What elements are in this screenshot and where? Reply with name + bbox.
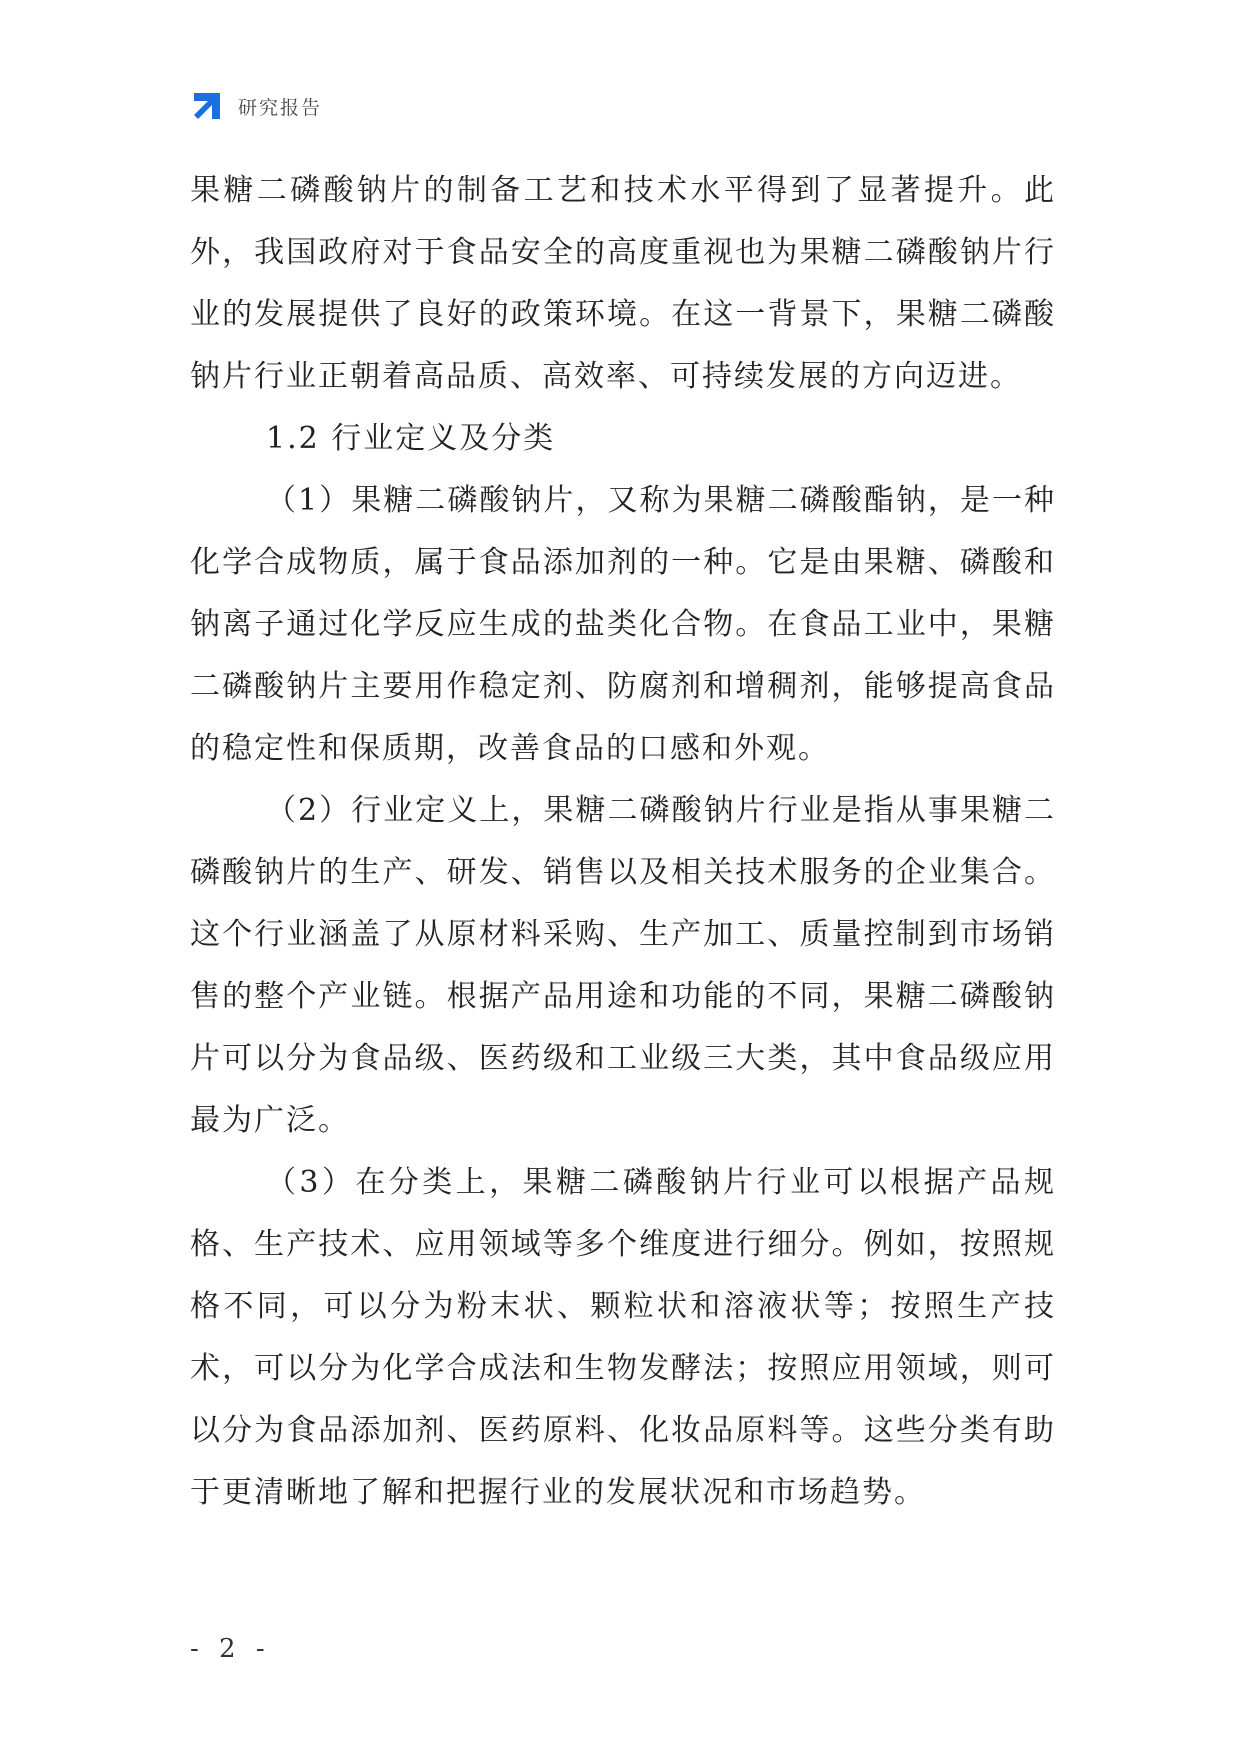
document-body xyxy=(190,160,1056,1524)
section-heading: 1.2 行业定义及分类 xyxy=(266,421,556,456)
paragraph-definition-2: （2）行业定义上，果糖二磷酸钠片行业是指从事果糖二磷酸钠片的生产、研发、销售以及相关技术服务的企业集合。这个行业涵盖了从原材料采购、生产加工、质量控制到市场销售的整个产业链。根据产品用途和功能的不同，果糖二磷酸钠片可以分为食品级、医药级和工业级三大类，其中食品级应用最为广泛。 xyxy=(190,793,1056,1138)
paragraph-classification-3: （3）在分类上，果糖二磷酸钠片行业可以根据产品规格、生产技术、应用领域等多个维度进行细分。例如，按照规格不同，可以分为粉末状、颗粒状和溶液状等；按照生产技术，可以分为化学合成法和生物发酵法；按照应用领域，则可以分为食品添加剂、医药原料、化妆品原料等。这些分类有助于更清晰地了解和把握行业的发展状况和市场趋势。 xyxy=(190,1165,1056,1510)
header-title: 研究报告 xyxy=(238,96,323,119)
page-number: - 2 - xyxy=(190,1634,271,1664)
arrow-up-right-logo-icon xyxy=(190,89,224,123)
report-header xyxy=(190,88,322,124)
paragraph-definition-1: （1）果糖二磷酸钠片，又称为果糖二磷酸酯钠，是一种化学合成物质，属于食品添加剂的一种。它是由果糖、磷酸和钠离子通过化学反应生成的盐类化合物。在食品工业中，果糖二磷酸钠片主要用作稳定剂、防腐剂和增稠剂，能够提高食品的稳定性和保质期，改善食品的口感和外观。 xyxy=(190,483,1056,766)
paragraph-intro-continued: 果糖二磷酸钠片的制备工艺和技术水平得到了显著提升。此外，我国政府对于食品安全的高度重视也为果糖二磷酸钠片行业的发展提供了良好的政策环境。在这一背景下，果糖二磷酸钠片行业正朝着高品质、高效率、可持续发展的方向迈进。 xyxy=(190,173,1056,394)
